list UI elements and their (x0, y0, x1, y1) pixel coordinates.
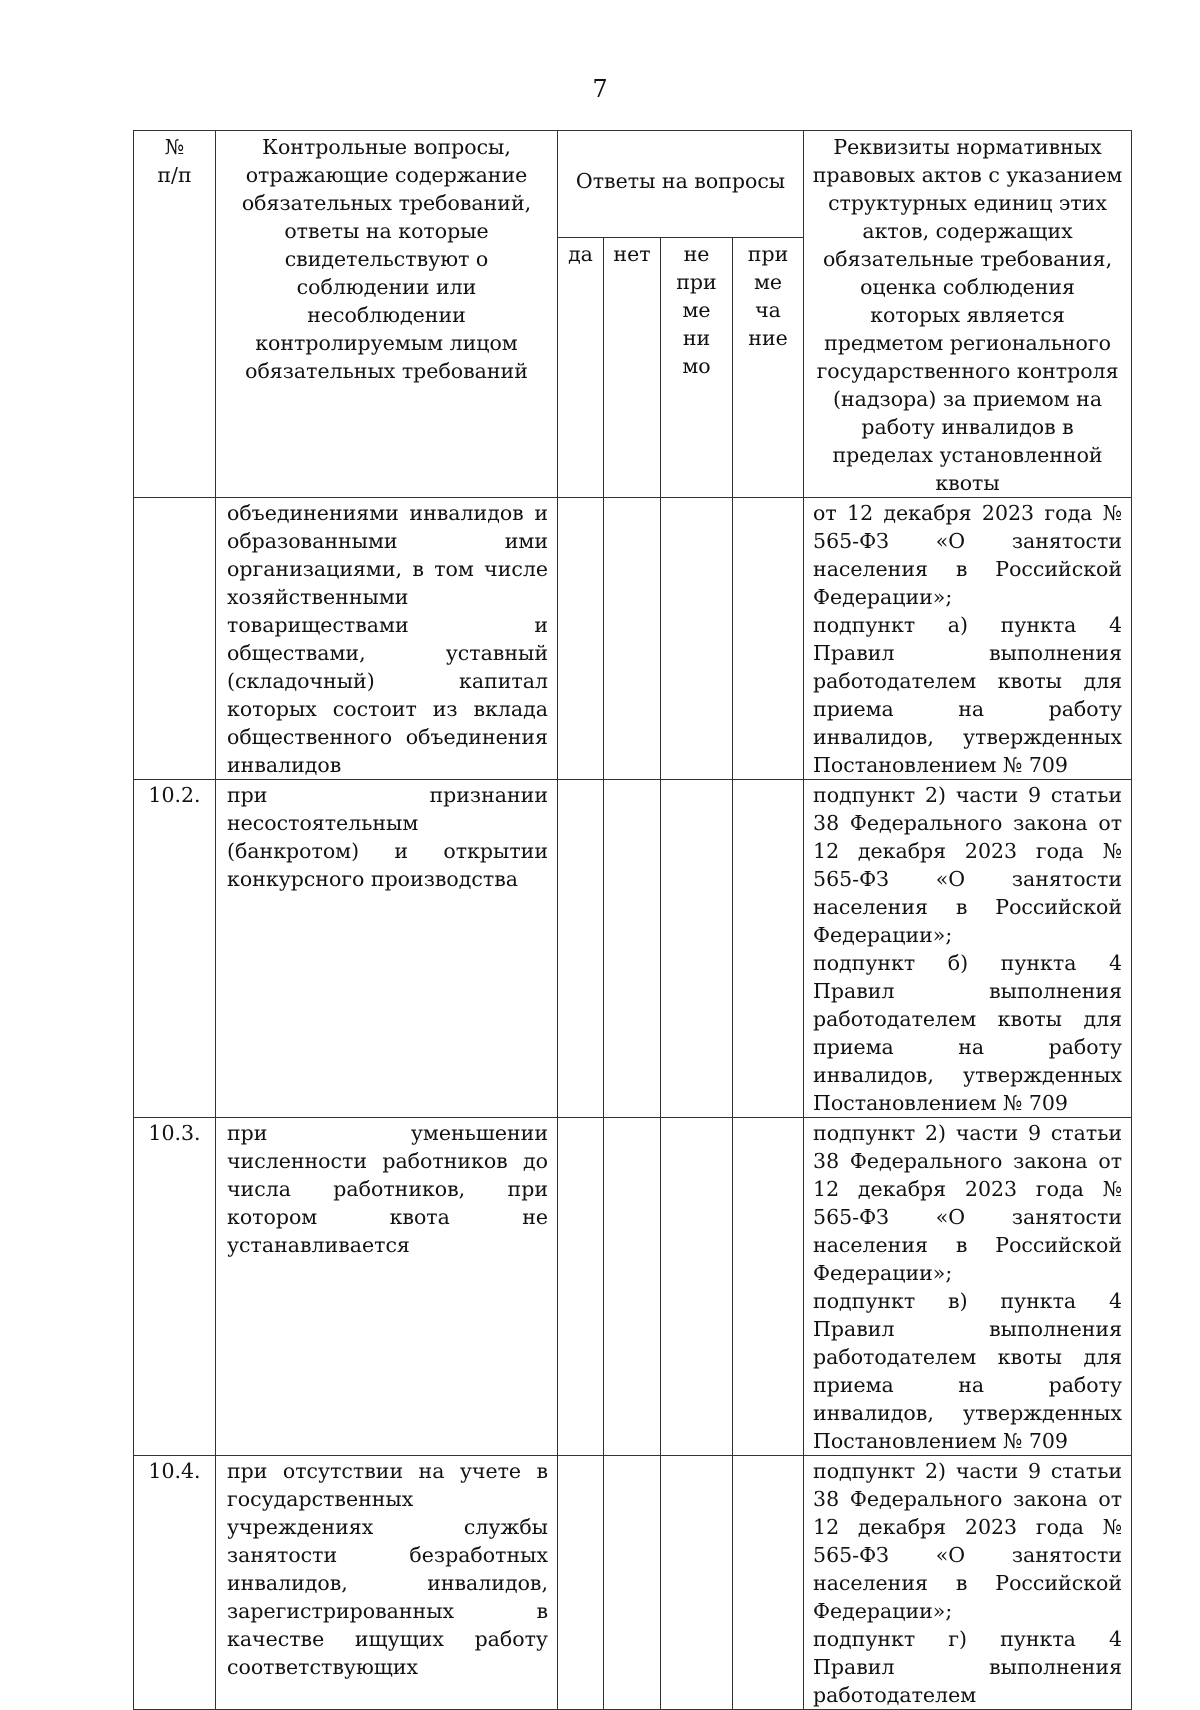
row-question: при отсутствии на учете в государственных учреждениях службы занятости безработных инвалидов, инвалидов, зарегистрированных в качестве ищущих работу соответствующих (216, 1456, 558, 1710)
checklist-table (133, 130, 1132, 1710)
reference-part-2: подпункт б) пункта 4 Правил выполнения работодателем квоты для приема на работу инвалидов, утвержденных Постановлением № 709 (813, 951, 1123, 1115)
header-not-applicable (661, 238, 733, 498)
header-num-text: № п/п (157, 135, 192, 187)
page-number: 7 (592, 75, 608, 103)
reference-part-2: подпункт в) пункта 4 Правил выполнения работодателем квоты для приема на работу инвалидов, утвержденных Постановлением № 709 (813, 1289, 1123, 1453)
row-reference (804, 498, 1132, 780)
table-row (134, 780, 1132, 1118)
row-question: при признании несостоятельным (банкротом) и открытии конкурсного производства (216, 780, 558, 1118)
row-num: 10.4. (134, 1456, 216, 1710)
row-num (134, 498, 216, 780)
reference-part-2: подпункт а) пункта 4 Правил выполнения работодателем квоты для приема на работу инвалидов, утвержденных Постановлением № 709 (813, 613, 1123, 777)
answer-yes-cell[interactable] (558, 498, 604, 780)
answer-no-cell[interactable] (604, 780, 661, 1118)
answer-no-cell[interactable] (604, 498, 661, 780)
header-question: Контрольные вопросы, отражающие содержание обязательных требований, ответы на которые свидетельствуют о соблюдении или несоблюдении контролируемым лицом обязательных требований (216, 131, 558, 498)
header-no (604, 238, 661, 498)
answer-not-applicable-cell[interactable] (661, 1118, 733, 1456)
answer-yes-cell[interactable] (558, 1118, 604, 1456)
row-num: 10.2. (134, 780, 216, 1118)
reference-part-1: подпункт 2) части 9 статьи 38 Федерального закона от 12 декабря 2023 года № 565-ФЗ «О занятости населения в Российской Федерации»; (813, 1121, 1123, 1285)
header-reference: Реквизиты нормативных правовых актов с указанием структурных единиц этих актов, содержащих обязательные требования, оценка соблюдения которых является предметом регионального государственного контроля (надзора) за приемом на работу инвалидов в пределах установленной квоты (804, 131, 1132, 498)
header-no-text: нет (613, 242, 651, 267)
answer-no-cell[interactable] (604, 1118, 661, 1456)
header-row (134, 131, 1132, 238)
answer-note-cell[interactable] (733, 1456, 804, 1710)
answer-note-cell[interactable] (733, 780, 804, 1118)
row-reference (804, 1118, 1132, 1456)
header-yes-text: да (568, 242, 593, 267)
reference-part-1: от 12 декабря 2023 года № 565-ФЗ «О занятости населения в Российской Федерации»; (813, 501, 1123, 609)
row-question: объединениями инвалидов и образованными ими организациями, в том числе хозяйственными товариществами и обществами, уставный (складочный) капитал которых состоит из вклада общественного объединения инвалидов (216, 498, 558, 780)
reference-part-2: подпункт г) пункта 4 Правил выполнения работодателем (813, 1627, 1123, 1707)
answer-yes-cell[interactable] (558, 780, 604, 1118)
answer-no-cell[interactable] (604, 1456, 661, 1710)
row-question: при уменьшении численности работников до числа работников, при котором квота не устанавливается (216, 1118, 558, 1456)
header-not-applicable-text: не при ме ни мо (676, 242, 717, 379)
row-reference (804, 780, 1132, 1118)
header-answers: Ответы на вопросы (558, 131, 804, 238)
reference-part-1: подпункт 2) части 9 статьи 38 Федерального закона от 12 декабря 2023 года № 565-ФЗ «О занятости населения в Российской Федерации»; (813, 783, 1123, 947)
header-num (134, 131, 216, 498)
header-note (733, 238, 804, 498)
answer-not-applicable-cell[interactable] (661, 498, 733, 780)
reference-part-1: подпункт 2) части 9 статьи 38 Федерального закона от 12 декабря 2023 года № 565-ФЗ «О занятости населения в Российской Федерации»; (813, 1459, 1123, 1623)
table-row (134, 498, 1132, 780)
answer-note-cell[interactable] (733, 1118, 804, 1456)
table-row (134, 1456, 1132, 1710)
answer-not-applicable-cell[interactable] (661, 1456, 733, 1710)
table-row (134, 1118, 1132, 1456)
answer-yes-cell[interactable] (558, 1456, 604, 1710)
row-num: 10.3. (134, 1118, 216, 1456)
answer-note-cell[interactable] (733, 498, 804, 780)
answer-not-applicable-cell[interactable] (661, 780, 733, 1118)
header-note-text: при ме ча ние (747, 242, 789, 351)
header-yes (558, 238, 604, 498)
row-reference (804, 1456, 1132, 1710)
